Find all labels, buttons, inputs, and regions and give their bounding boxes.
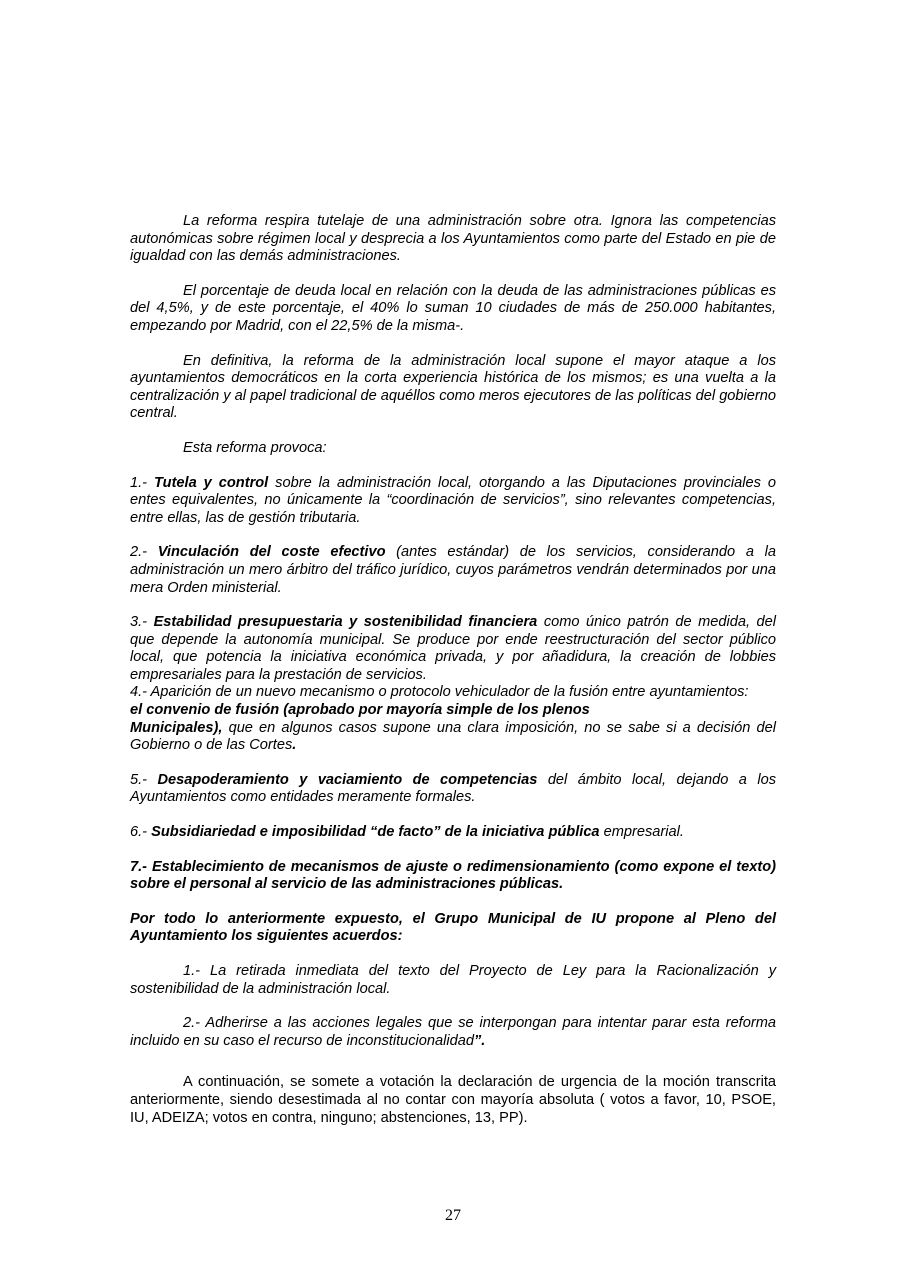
agreement-2: 2.- Adherirse a las acciones legales que se interpongan para intentar parar esta reforma incluido en su caso el recurso de inconstitucionalidad”. [130,1015,776,1049]
document-body [130,213,776,1144]
paragraph-4: Esta reforma provoca: [183,439,327,456]
list-item-4: 4.- Aparición de un nuevo mecanismo o protocolo vehiculador de la fusión entre ayuntamientos: el convenio de fusión (aprobado por mayoría simple de los plenos Municipales), que en algunos casos supone una clara imposición, no se sabe si a decisión del Gobierno o de las Cortes. [130,684,776,754]
list-item-6: 6.- Subsidiariedad e imposibilidad “de facto” de la iniciativa pública empresarial. [130,824,684,841]
list-item-1: 1.- Tutela y control sobre la administración local, otorgando a las Diputaciones provinciales o entes equivalentes, no únicamente la “coordinación de servicios”, sino relevantes competencias, entre ellas, las de gestión tributaria. [130,474,776,526]
agreement-1: 1.- La retirada inmediata del texto del Proyecto de Ley para la Racionalización y sostenibilidad de la administración local. [130,963,776,997]
list-item-5: 5.- Desapoderamiento y vaciamiento de competencias del ámbito local, dejando a los Ayuntamientos como entidades meramente formales. [130,771,777,806]
list-item-3: 3.- Estabilidad presupuestaria y sostenibilidad financiera como único patrón de medida, del que depende la autonomía municipal. Se produce por ende reestructuración del sector público local, que potencia la iniciativa económica privada, y por añadidura, la creación de lobbies empresariales para la prestación de servicios. [130,614,776,683]
list-item-7: 7.- Establecimiento de mecanismos de ajuste o redimensionamiento (como expone el texto) sobre el personal al servicio de las administraciones públicas. [130,858,776,893]
vote-paragraph: A continuación, se somete a votación la declaración de urgencia de la moción transcrita anteriormente, siendo desestimada al no contar con mayoría absoluta ( votos a favor, 10, PSOE, IU, ADEIZA; votos en contra, ninguno; abstenciones, 13, PP). [130,1074,776,1126]
paragraph-1: La reforma respira tutelaje de una administración sobre otra. Ignora las competencias autonómicas sobre régimen local y desprecia a los Ayuntamientos como parte del Estado en pie de igualdad con las demás administraciones. [130,213,776,265]
paragraph-3: En definitiva, la reforma de la administración local supone el mayor ataque a los ayuntamientos democráticos en la corta experiencia histórica de los mismos; es una vuelta a la centralización y al papel tradicional de aquéllos como meros ejecutores de las políticas del gobierno central. [130,352,776,422]
list-item-2: 2.- Vinculación del coste efectivo (antes estándar) de los servicios, considerando a la administración un mero árbitro del tráfico jurídico, cuyos parámetros vendrán determinados por una mera Orden ministerial. [130,544,776,596]
proposal-heading: Por todo lo anteriormente expuesto, el Grupo Municipal de IU propone al Pleno del Ayuntamiento los siguientes acuerdos: [130,910,776,945]
page-number: 27 [445,1207,461,1224]
paragraph-2: El porcentaje de deuda local en relación con la deuda de las administraciones públicas es del 4,5%, y de este porcentaje, el 40% lo suman 10 ciudades de más de 250.000 habitantes, empezando por Madrid, con el 22,5% de la misma-. [130,282,776,334]
